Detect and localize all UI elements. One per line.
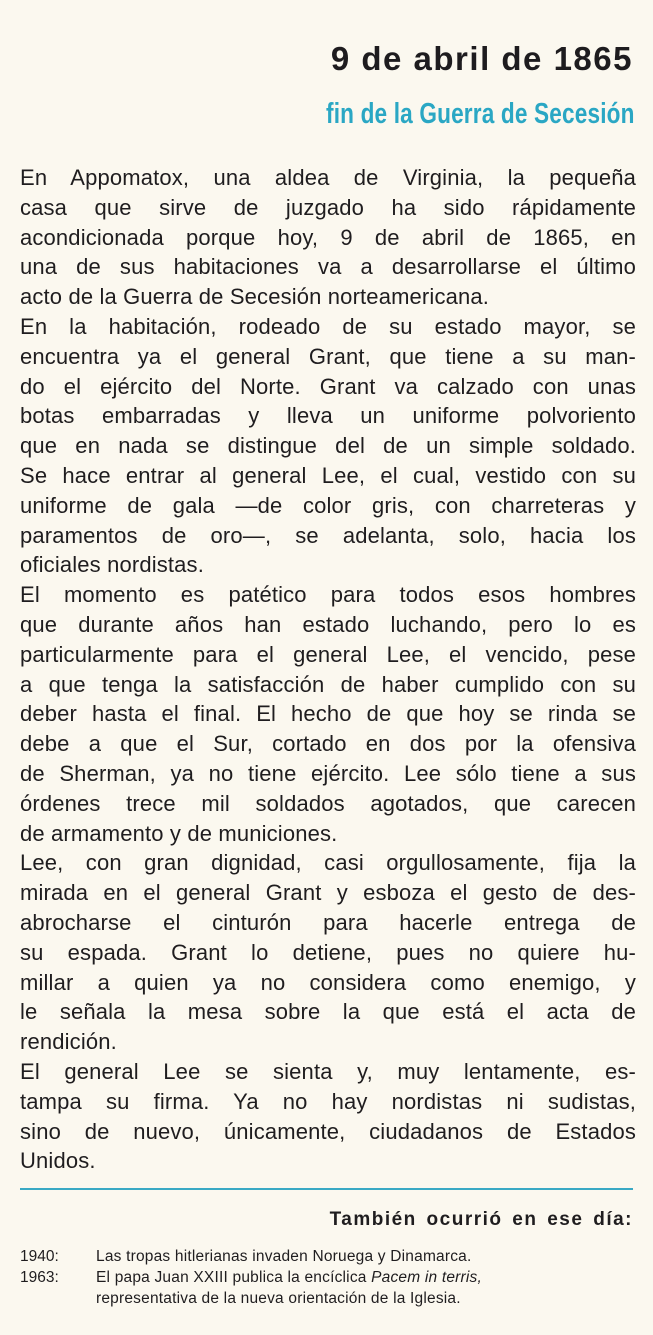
text-line: mirada en el general Grant y esboza el gesto de des- <box>20 880 636 906</box>
text-line: abrocharse el cinturón para hacerle entrega de <box>20 909 636 935</box>
event-line: Las tropas hitlerianas invaden Noruega y Dinamarca. <box>96 1248 472 1265</box>
paragraph <box>20 312 636 580</box>
text-line: que en nada se distingue del de un simple soldado. <box>20 433 636 459</box>
text-line: de armamento y de municiones. <box>20 820 338 846</box>
text-line: Lee, con gran dignidad, casi orgullosamente, fija la <box>20 850 636 876</box>
event-item <box>20 1267 640 1309</box>
encyclical-title: Pacem in terris, <box>371 1269 482 1286</box>
paragraph <box>20 163 636 312</box>
text-line: sino de nuevo, únicamente, ciudadanos de Estados <box>20 1118 636 1144</box>
text-line: Se hace entrar al general Lee, el cual, vestido con su <box>20 462 636 488</box>
page-subtitle: fin de la Guerra de Secesión <box>326 98 635 130</box>
text-line: botas embarradas y lleva un uniforme polvoriento <box>20 403 636 429</box>
text-line: do el ejército del Norte. Grant va calzado con unas <box>20 373 636 399</box>
text-line: millar a quien ya no considera como enemigo, y <box>20 969 636 995</box>
event-year: 1940: <box>20 1248 59 1265</box>
event-line-text: El papa Juan XXIII publica la encíclica <box>96 1269 372 1286</box>
text-line: deber hasta el final. El hecho de que hoy se rinda se <box>20 701 636 727</box>
text-line: particularmente para el general Lee, el vencido, pese <box>20 641 636 667</box>
text-line: paramentos de oro—, se adelanta, solo, hacia los <box>20 522 636 548</box>
text-line: acondicionada porque hoy, 9 de abril de 1865, en <box>20 224 636 250</box>
event-line <box>96 1267 640 1288</box>
paragraph <box>20 1057 636 1176</box>
article-body <box>20 163 636 1176</box>
paragraph <box>20 580 636 848</box>
text-line: una de sus habitaciones va a desarrollarse el último <box>20 254 636 280</box>
text-line: de Sherman, ya no tiene ejército. Lee sólo tiene a sus <box>20 760 636 786</box>
text-line: Unidos. <box>20 1148 96 1174</box>
text-line: su espada. Grant lo detiene, pues no quiere hu- <box>20 939 636 965</box>
text-line: uniforme de gala —de color gris, con charreteras y <box>20 492 636 518</box>
text-line: El general Lee se sienta y, muy lentamente, es- <box>20 1058 636 1084</box>
event-description <box>96 1267 640 1309</box>
text-line: a que tenga la satisfacción de haber cumplido con su <box>20 671 636 697</box>
text-line: órdenes trece mil soldados agotados, que carecen <box>20 790 636 816</box>
text-line: que durante años han estado luchando, pero lo es <box>20 611 636 637</box>
event-year: 1963: <box>20 1269 59 1286</box>
paragraph <box>20 848 636 1057</box>
text-line: El momento es patético para todos esos hombres <box>20 582 636 608</box>
event-line: representativa de la nueva orientación de la Iglesia. <box>96 1290 461 1307</box>
text-line: tampa su firma. Ya no hay nordistas ni sudistas, <box>20 1088 636 1114</box>
also-happened-title: También ocurrió en ese día: <box>329 1209 633 1230</box>
text-line: En Appomatox, una aldea de Virginia, la pequeña <box>20 165 636 190</box>
text-line: le señala la mesa sobre la que está el acta de <box>20 999 636 1025</box>
text-line: casa que sirve de juzgado ha sido rápidamente <box>20 194 636 220</box>
text-line: debe a que el Sur, cortado en dos por la ofensiva <box>20 731 636 757</box>
event-description <box>96 1246 640 1267</box>
text-line: En la habitación, rodeado de su estado mayor, se <box>20 313 636 339</box>
section-divider <box>20 1188 633 1190</box>
text-line: rendición. <box>20 1029 117 1055</box>
text-line: oficiales nordistas. <box>20 552 204 578</box>
text-line: acto de la Guerra de Secesión norteamericana. <box>20 284 490 310</box>
event-item <box>20 1246 640 1267</box>
page-title-date: 9 de abril de 1865 <box>330 40 633 77</box>
text-line: encuentra ya el general Grant, que tiene a su man- <box>20 343 636 369</box>
events-list <box>20 1246 640 1309</box>
